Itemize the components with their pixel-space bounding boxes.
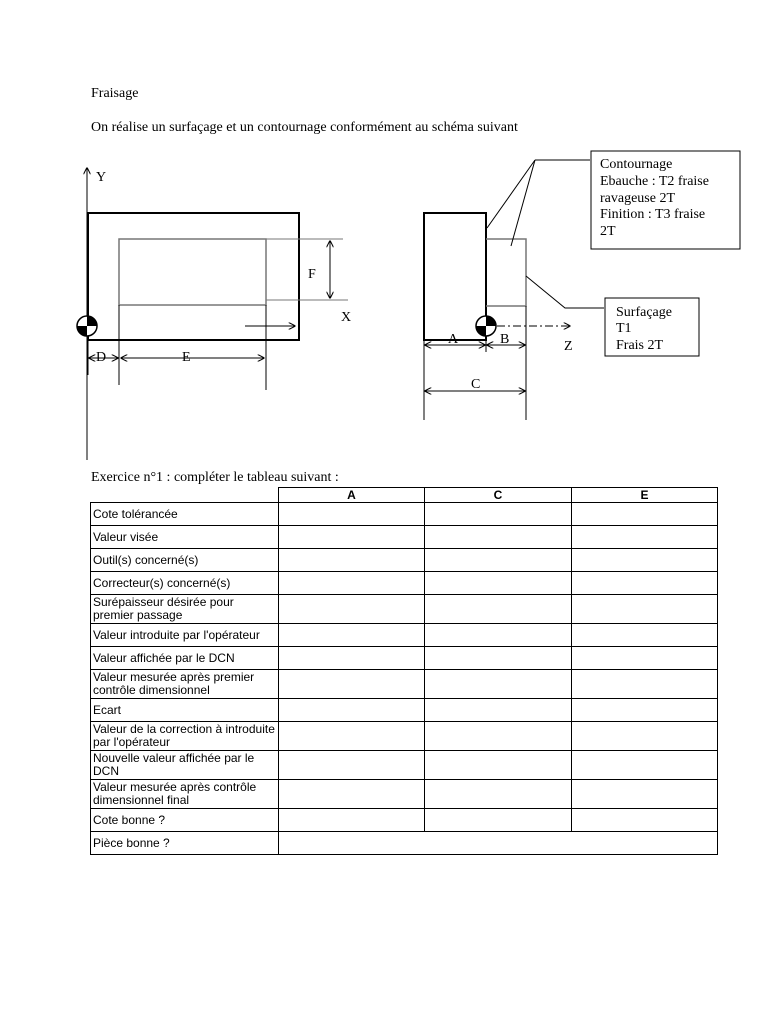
callout-surfacage-line3: Frais 2T: [616, 338, 664, 353]
answer-cell[interactable]: [572, 624, 718, 647]
table-row: [91, 572, 718, 595]
answer-cell[interactable]: [279, 526, 425, 549]
left-view: [77, 168, 351, 460]
answer-cell[interactable]: [279, 647, 425, 670]
answer-cell[interactable]: [279, 595, 425, 624]
z-axis-label: Z: [564, 339, 573, 354]
dim-e-label: E: [182, 350, 191, 365]
exercise-title: Exercice n°1 : compléter le tableau suivant :: [91, 470, 339, 485]
answer-cell[interactable]: [279, 751, 425, 780]
answer-cell[interactable]: [425, 780, 572, 809]
answer-cell[interactable]: [572, 572, 718, 595]
answer-cell[interactable]: [425, 699, 572, 722]
answer-cell[interactable]: [572, 809, 718, 832]
callout-surfacage-line1: Surfaçage: [616, 305, 672, 320]
origin-symbol-left: [77, 316, 97, 336]
answer-cell[interactable]: [572, 780, 718, 809]
table-row: [91, 699, 718, 722]
answer-cell[interactable]: [279, 809, 425, 832]
table-row: [91, 624, 718, 647]
row-label: Cote bonne ?: [91, 809, 279, 832]
table-row: [91, 549, 718, 572]
table-row: [91, 670, 718, 699]
contour-pocket: [119, 239, 266, 305]
answer-cell[interactable]: [279, 699, 425, 722]
answer-cell[interactable]: [572, 751, 718, 780]
table-row: [91, 722, 718, 751]
row-label: Correcteur(s) concerné(s): [91, 572, 279, 595]
answer-cell[interactable]: [279, 624, 425, 647]
row-label: Valeur de la correction à introduite par l'opérateur: [91, 722, 279, 751]
answer-cell[interactable]: [425, 503, 572, 526]
leader-contournage-2: [511, 160, 535, 246]
intro-text: On réalise un surfaçage et un contournage conformément au schéma suivant: [91, 120, 518, 135]
table-row: [91, 780, 718, 809]
table-row: [91, 751, 718, 780]
y-axis-label: Y: [96, 170, 107, 185]
answer-cell[interactable]: [279, 780, 425, 809]
dim-d-label: D: [96, 350, 107, 365]
dim-b-label: B: [500, 332, 510, 347]
row-label: Valeur introduite par l'opérateur: [91, 624, 279, 647]
row-label: Valeur visée: [91, 526, 279, 549]
answer-cell[interactable]: [279, 670, 425, 699]
callout-surfacage-line2: T1: [616, 321, 632, 336]
answer-cell[interactable]: [425, 722, 572, 751]
callout-contournage-line5: 2T: [600, 224, 616, 239]
answer-cell[interactable]: [572, 699, 718, 722]
answer-cell[interactable]: [279, 503, 425, 526]
column-header-a: A: [279, 488, 425, 503]
table-row: [91, 526, 718, 549]
answer-cell[interactable]: [425, 572, 572, 595]
dim-f-label: F: [308, 267, 316, 282]
row-label: Valeur affichée par le DCN: [91, 647, 279, 670]
callout-contournage-line2: Ebauche : T2 fraise: [600, 174, 709, 189]
answer-cell[interactable]: [572, 503, 718, 526]
dim-a-label: A: [448, 332, 459, 347]
answer-cell[interactable]: [425, 647, 572, 670]
table-row: [91, 647, 718, 670]
row-label: Outil(s) concerné(s): [91, 549, 279, 572]
table-row-final: [91, 832, 718, 855]
answer-cell[interactable]: [425, 526, 572, 549]
page-title: Fraisage: [91, 86, 139, 101]
answer-cell[interactable]: [425, 595, 572, 624]
row-label: Valeur mesurée après premier contrôle dimensionnel: [91, 670, 279, 699]
row-label: Surépaisseur désirée pour premier passage: [91, 595, 279, 624]
table-corner: [91, 488, 279, 503]
x-axis-label: X: [341, 310, 352, 325]
answer-cell[interactable]: [572, 526, 718, 549]
table-row: [91, 503, 718, 526]
answer-cell[interactable]: [279, 572, 425, 595]
answer-cell[interactable]: [425, 624, 572, 647]
answer-cell[interactable]: [572, 670, 718, 699]
leader-surfacage: [526, 276, 604, 308]
answer-cell[interactable]: [425, 751, 572, 780]
answer-cell[interactable]: [572, 595, 718, 624]
surfacage-step: [486, 239, 526, 306]
answer-table: [90, 487, 718, 855]
answer-cell[interactable]: [425, 809, 572, 832]
answer-cell[interactable]: [425, 549, 572, 572]
answer-cell-merged[interactable]: [279, 832, 718, 855]
row-label: Cote tolérancée: [91, 503, 279, 526]
row-label: Valeur mesurée après contrôle dimensionnel final: [91, 780, 279, 809]
row-label: Ecart: [91, 699, 279, 722]
answer-cell[interactable]: [572, 549, 718, 572]
callout-contournage-line4: Finition : T3 fraise: [600, 207, 706, 222]
table-row: [91, 595, 718, 624]
answer-cell[interactable]: [279, 549, 425, 572]
callout-contournage-line3: ravageuse 2T: [600, 191, 676, 206]
origin-symbol-right: [476, 316, 496, 336]
answer-cell[interactable]: [279, 722, 425, 751]
machining-diagram: [0, 0, 768, 470]
dim-c-label: C: [471, 377, 481, 392]
column-header-e: E: [572, 488, 718, 503]
answer-cell[interactable]: [572, 722, 718, 751]
row-label: Pièce bonne ?: [91, 832, 279, 855]
leader-contournage-1: [487, 160, 535, 228]
answer-cell[interactable]: [572, 647, 718, 670]
right-view: [424, 151, 740, 420]
callout-contournage-line1: Contournage: [600, 157, 673, 172]
column-header-c: C: [425, 488, 572, 503]
row-label: Nouvelle valeur affichée par le DCN: [91, 751, 279, 780]
table-row: [91, 809, 718, 832]
answer-cell[interactable]: [425, 670, 572, 699]
